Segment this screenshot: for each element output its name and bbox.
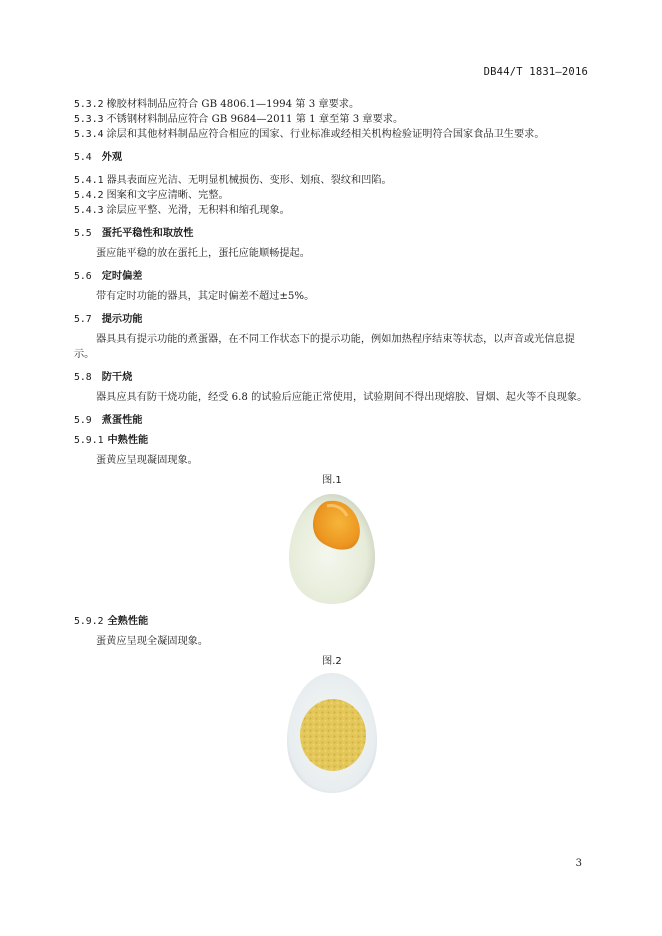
paragraph-5-7: 器具具有提示功能的煮蛋器，在不同工作状态下的提示功能，例如加热程序结束等状态，以声音或光信息提示。: [74, 334, 575, 360]
section-title: 提示功能: [101, 314, 143, 325]
section-number: 5.9.1: [74, 435, 104, 446]
section-heading-5-8: [74, 370, 590, 385]
section-title: 中熟性能: [107, 435, 149, 446]
section-title: 防干烧: [101, 372, 133, 383]
section-heading-5-9: [74, 413, 590, 428]
clause-text: 器具表面应光洁、无明显机械损伤、变形、划痕、裂纹和凹陷。: [106, 175, 392, 186]
document-header-code: DB44/T 1831—2016: [483, 66, 588, 78]
figure-1-medium-boiled-egg: [285, 488, 379, 606]
egg-yolk: [300, 699, 366, 771]
clause-number: 5.3.2: [74, 99, 104, 110]
paragraph-5-5: 蛋应能平稳的放在蛋托上，蛋托应能顺畅提起。: [96, 248, 310, 259]
page-content: [74, 97, 590, 797]
clause-5-3-2: [74, 97, 590, 112]
paragraph-5-8: 器具应具有防干烧功能，经受 6.8 的试验后应能正常使用，试验期间不得出现熔胶、冒烟、起火等不良现象。: [96, 392, 588, 403]
clause-text: 不锈钢材料制品应符合 GB 9684—2011 第 1 章至第 3 章要求。: [106, 114, 404, 125]
figure-1-caption: 图.1: [322, 475, 342, 486]
section-number: 5.6: [74, 271, 92, 282]
clause-text: 涂层和其他材料制品应符合相应的国家、行业标准或经相关机构检验证明符合国家食品卫生要求。: [106, 129, 545, 140]
paragraph-5-6: 带有定时功能的器具，其定时偏差不超过±5%。: [96, 291, 315, 302]
section-heading-5-7: [74, 312, 590, 327]
section-heading-5-4: [74, 150, 590, 165]
section-number: 5.7: [74, 314, 92, 325]
clause-text: 涂层应平整、光滑，无积料和缩孔现象。: [106, 205, 290, 216]
section-number: 5.9: [74, 415, 92, 426]
section-title: 定时偏差: [101, 271, 143, 282]
clause-5-4-3: [74, 203, 590, 218]
section-title: 外观: [101, 152, 123, 163]
paragraph-5-9-2: 蛋黄应呈现全凝固现象。: [96, 636, 209, 647]
section-number: 5.4: [74, 152, 92, 163]
clause-5-4-2: [74, 188, 590, 203]
clause-5-4-1: [74, 173, 590, 188]
paragraph-5-9-1: 蛋黄应呈现凝固现象。: [96, 455, 198, 466]
section-title: 全熟性能: [107, 616, 149, 627]
section-heading-5-9-2: [74, 614, 590, 629]
section-title: 蛋托平稳性和取放性: [101, 228, 194, 239]
section-heading-5-9-1: [74, 433, 590, 448]
clause-number: 5.3.4: [74, 129, 104, 140]
clause-5-3-3: [74, 112, 590, 127]
clause-number: 5.4.2: [74, 190, 104, 201]
clause-text: 橡胶材料制品应符合 GB 4806.1—1994 第 3 章要求。: [106, 99, 360, 110]
figure-2-hard-boiled-egg: [285, 669, 379, 797]
clause-number: 5.3.3: [74, 114, 104, 125]
clause-number: 5.4.3: [74, 205, 104, 216]
page-number: 3: [575, 858, 582, 869]
section-number: 5.5: [74, 228, 92, 239]
section-number: 5.9.2: [74, 616, 104, 627]
section-heading-5-6: [74, 269, 590, 284]
section-title: 煮蛋性能: [101, 415, 143, 426]
clause-5-3-4: [74, 127, 590, 142]
clause-text: 图案和文字应清晰、完整。: [106, 190, 229, 201]
figure-2-caption: 图.2: [322, 656, 342, 667]
clause-number: 5.4.1: [74, 175, 104, 186]
section-heading-5-5: [74, 226, 590, 241]
section-number: 5.8: [74, 372, 92, 383]
